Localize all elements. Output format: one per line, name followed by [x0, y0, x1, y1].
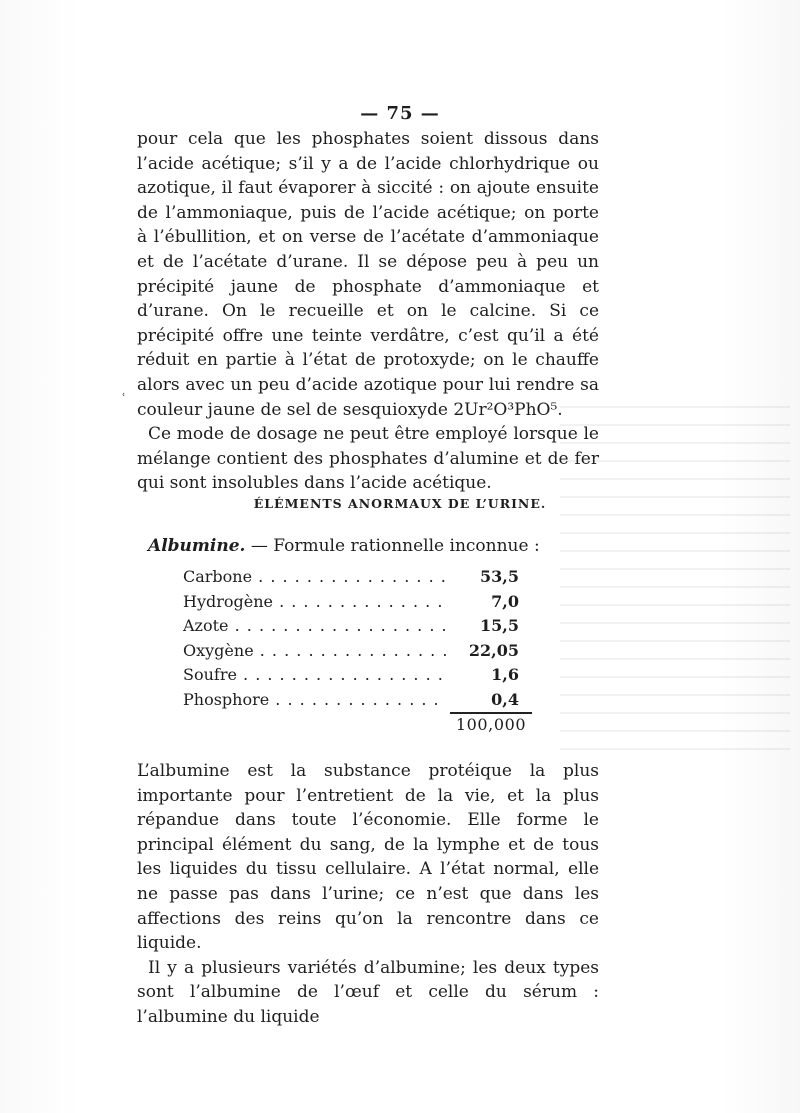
element-value: 7,0: [491, 591, 519, 611]
element-value: 15,5: [480, 616, 519, 635]
formula-term: Albumine.: [148, 536, 246, 556]
composition-row: [183, 565, 519, 590]
paragraph-phosphates: pour cela que les phosphates soient dissous dans l’acide acétique; s’il y a de l’acide chlorhydrique ou azotique, il faut évaporer à siccité : on ajoute ensuite de l’ammoniaque, puis de l’acide acétique; on porte à l’ébullition, et on verse de l’acétate d’ammoniaque et de l’acétate d’urane. Il se dépose peu à peu un précipité jaune de phosphate d’ammoniaque et d’urane. On le recueille et on le calcine. Si ce précipité offre une teinte verdâtre, c’est qu’il a été réduit en partie à l’état de protoxyde; on le chauffe alors avec un peu d’acide azotique pour lui rendre sa couleur jaune de sel de sesquioxyde 2Ur²O³PhO⁵.: [137, 129, 599, 420]
composition-row: [183, 614, 519, 639]
element-value: 1,6: [491, 665, 519, 684]
margin-mark: ʿ: [122, 391, 126, 405]
formula-text: — Formule rationnelle inconnue :: [245, 536, 540, 556]
element-name: Azote . . .: [183, 614, 447, 639]
composition-row: [183, 590, 519, 615]
composition-row: [183, 639, 519, 664]
total-value: 100,000: [455, 715, 527, 734]
paragraph-dosage: Ce mode de dosage ne peut être employé lorsque le mélange contient des phosphates d’alumine et de fer qui sont insolubles dans l’acide acétique.: [137, 424, 599, 494]
element-value: 53,5: [480, 567, 519, 586]
formula-line: [148, 534, 540, 558]
page-number: — 75 —: [360, 103, 440, 124]
element-name: Carbone . . .: [183, 565, 447, 590]
element-name: Oxygène . . .: [183, 639, 447, 664]
total-rule: [450, 712, 532, 714]
section-heading: ÉLÉMENTS ANORMAUX DE L’URINE.: [253, 496, 547, 511]
element-value: 22,05: [468, 640, 519, 660]
top-text-block: [137, 127, 599, 496]
paragraph-albumine: L’albumine est la substance protéique la plus importante pour l’entretient de la vie, et la plus répandue dans toute l’économie. Elle forme le principal élément du sang, de la lymphe et de tous les liquides du tissu cellulaire. A l’état normal, elle ne passe pas dans l’urine; ce n’est que dans les affections des reins qu’on la rencontre dans ce liquide.: [137, 761, 599, 954]
element-value: 0,4: [491, 689, 519, 709]
element-name: Phosphore . . .: [183, 688, 447, 713]
composition-row: [183, 663, 519, 688]
composition-table: [183, 565, 519, 712]
paragraph-varieties: Il y a plusieurs variétés d’albumine; les deux types sont l’albumine de l’œuf et celle du sérum : l’albumine du liquide: [137, 957, 599, 1027]
element-name: Soufre . . .: [183, 663, 447, 688]
element-name: Hydrogène . . .: [183, 590, 447, 615]
bottom-text-block: [137, 759, 599, 1030]
composition-row: [183, 688, 519, 713]
